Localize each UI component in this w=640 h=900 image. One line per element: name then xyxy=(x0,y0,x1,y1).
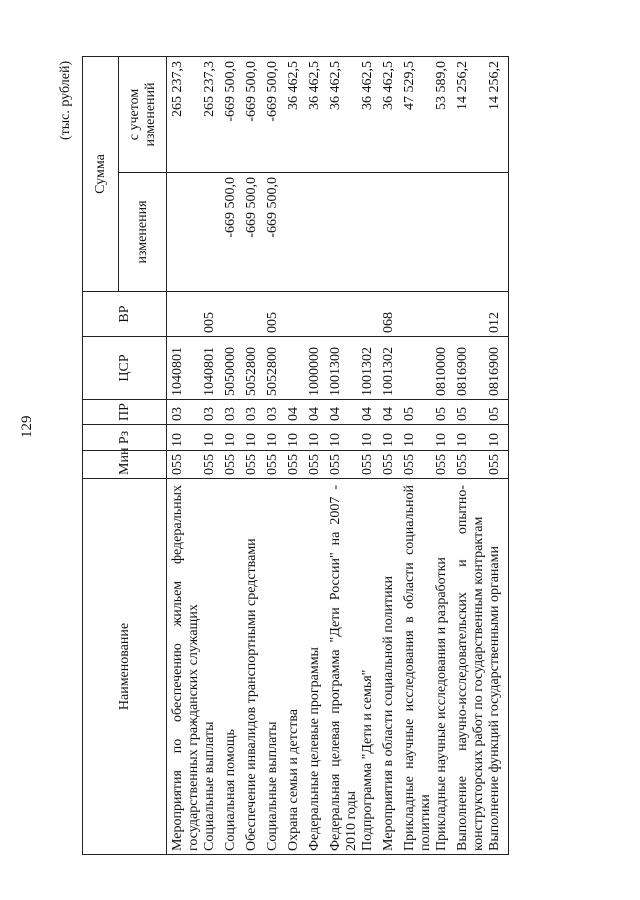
row-change xyxy=(328,173,360,292)
row-vr xyxy=(244,292,265,337)
budget-table-container xyxy=(82,57,604,855)
table-row xyxy=(381,57,402,855)
row-total: 36 462,5 xyxy=(381,57,402,173)
header-name: Наименование xyxy=(83,479,167,855)
row-min: 055 xyxy=(381,451,402,479)
row-vr xyxy=(167,292,203,337)
row-change xyxy=(381,173,402,292)
table-body xyxy=(167,57,509,855)
row-min: 055 xyxy=(434,451,455,479)
table-row xyxy=(286,57,307,855)
table-row xyxy=(434,57,455,855)
row-vr xyxy=(402,292,434,337)
row-total: -669 500,0 xyxy=(265,57,286,173)
budget-table xyxy=(82,56,509,855)
row-min: 055 xyxy=(402,451,434,479)
row-rz: 10 xyxy=(328,425,360,451)
row-change xyxy=(487,173,509,292)
page-number: 129 xyxy=(19,415,35,438)
row-csr: 1040801 xyxy=(167,337,203,400)
table-row xyxy=(487,57,509,855)
row-pr: 05 xyxy=(487,400,509,425)
row-name: Социальные выплаты xyxy=(265,479,286,855)
row-total: 47 529,5 xyxy=(402,57,434,173)
row-rz: 10 xyxy=(487,425,509,451)
header-pr: ПР xyxy=(83,400,167,425)
header-rz: Рз xyxy=(83,425,167,451)
row-rz: 10 xyxy=(307,425,328,451)
row-vr xyxy=(434,292,455,337)
table-row xyxy=(455,57,487,855)
row-change xyxy=(455,173,487,292)
header-with-changes: с учетом изменений xyxy=(119,57,167,173)
row-csr: 5052800 xyxy=(244,337,265,400)
row-total: 36 462,5 xyxy=(360,57,381,173)
row-name: Федеральная целевая программа "Дети России" на 2007 - 2010 годы xyxy=(328,479,360,855)
row-vr xyxy=(328,292,360,337)
row-min: 055 xyxy=(328,451,360,479)
row-csr: 1001302 xyxy=(381,337,402,400)
units-note: (тыс. рублей) xyxy=(58,60,73,140)
row-pr: 04 xyxy=(307,400,328,425)
table-row xyxy=(402,57,434,855)
row-min: 055 xyxy=(487,451,509,479)
row-rz: 10 xyxy=(434,425,455,451)
table-row xyxy=(223,57,244,855)
row-min: 055 xyxy=(455,451,487,479)
row-min: 055 xyxy=(307,451,328,479)
row-pr: 03 xyxy=(223,400,244,425)
row-rz: 10 xyxy=(381,425,402,451)
row-total: -669 500,0 xyxy=(223,57,244,173)
row-csr: 0816900 xyxy=(487,337,509,400)
row-change xyxy=(402,173,434,292)
row-name: Мероприятия в области социальной политики xyxy=(381,479,402,855)
row-change: -669 500,0 xyxy=(223,173,244,292)
row-vr xyxy=(455,292,487,337)
header-changes: изменения xyxy=(119,173,167,292)
header-vr: ВР xyxy=(83,292,167,337)
row-name: Прикладные научные исследования и разработки xyxy=(434,479,455,855)
row-name: Выполнение научно-исследовательских и опытно-конструкторских работ по государственным контрактам xyxy=(455,479,487,855)
row-pr: 05 xyxy=(434,400,455,425)
row-vr: 005 xyxy=(202,292,223,337)
row-min: 055 xyxy=(167,451,203,479)
table-row xyxy=(328,57,360,855)
row-vr xyxy=(360,292,381,337)
row-total: -669 500,0 xyxy=(244,57,265,173)
row-vr: 012 xyxy=(487,292,509,337)
row-min: 055 xyxy=(223,451,244,479)
row-name: Обеспечение инвалидов транспортными средствами xyxy=(244,479,265,855)
row-csr: 1001300 xyxy=(328,337,360,400)
row-total: 14 256,2 xyxy=(487,57,509,173)
row-csr: 5050000 xyxy=(223,337,244,400)
row-total: 53 589,0 xyxy=(434,57,455,173)
row-change xyxy=(307,173,328,292)
row-change xyxy=(286,173,307,292)
row-name: Мероприятия по обеспечению жильем федеральных государственных гражданских служащих xyxy=(167,479,203,855)
row-min: 055 xyxy=(286,451,307,479)
row-rz: 10 xyxy=(360,425,381,451)
row-pr: 04 xyxy=(286,400,307,425)
row-vr xyxy=(223,292,244,337)
row-total: 36 462,5 xyxy=(286,57,307,173)
row-name: Прикладные научные исследования в области социальной политики xyxy=(402,479,434,855)
row-total: 265 237,3 xyxy=(167,57,203,173)
row-pr: 05 xyxy=(402,400,434,425)
row-csr: 0810000 xyxy=(434,337,455,400)
row-pr: 03 xyxy=(202,400,223,425)
row-vr xyxy=(286,292,307,337)
row-pr: 04 xyxy=(381,400,402,425)
row-csr: 1000000 xyxy=(307,337,328,400)
row-total: 36 462,5 xyxy=(307,57,328,173)
header-sum: Сумма xyxy=(83,57,119,292)
row-vr xyxy=(307,292,328,337)
row-csr: 1040801 xyxy=(202,337,223,400)
row-pr: 05 xyxy=(455,400,487,425)
row-pr: 04 xyxy=(360,400,381,425)
table-row xyxy=(360,57,381,855)
row-csr: 5052800 xyxy=(265,337,286,400)
row-total: 36 462,5 xyxy=(328,57,360,173)
row-total: 14 256,2 xyxy=(455,57,487,173)
table-row xyxy=(167,57,203,855)
row-min: 055 xyxy=(202,451,223,479)
row-rz: 10 xyxy=(455,425,487,451)
row-csr xyxy=(402,337,434,400)
row-rz: 10 xyxy=(167,425,203,451)
row-min: 055 xyxy=(244,451,265,479)
row-csr: 1001302 xyxy=(360,337,381,400)
row-rz: 10 xyxy=(202,425,223,451)
row-csr xyxy=(286,337,307,400)
row-change xyxy=(434,173,455,292)
row-pr: 03 xyxy=(265,400,286,425)
row-rz: 10 xyxy=(286,425,307,451)
row-vr: 005 xyxy=(265,292,286,337)
row-pr: 03 xyxy=(167,400,203,425)
row-change: -669 500,0 xyxy=(244,173,265,292)
row-change: -669 500,0 xyxy=(265,173,286,292)
row-name: Социальные выплаты xyxy=(202,479,223,855)
row-rz: 10 xyxy=(244,425,265,451)
row-name: Выполнение функций государственными органами xyxy=(487,479,509,855)
table-row xyxy=(202,57,223,855)
header-min: Мин xyxy=(83,451,167,479)
row-rz: 10 xyxy=(223,425,244,451)
row-rz: 10 xyxy=(402,425,434,451)
header-csr: ЦСР xyxy=(83,337,167,400)
row-min: 055 xyxy=(265,451,286,479)
row-name: Федеральные целевые программы xyxy=(307,479,328,855)
row-pr: 04 xyxy=(328,400,360,425)
row-pr: 03 xyxy=(244,400,265,425)
row-total: 265 237,3 xyxy=(202,57,223,173)
row-name: Охрана семьи и детства xyxy=(286,479,307,855)
row-change xyxy=(360,173,381,292)
row-csr: 0816900 xyxy=(455,337,487,400)
table-row xyxy=(244,57,265,855)
row-name: Социальная помощь xyxy=(223,479,244,855)
row-change xyxy=(202,173,223,292)
row-vr: 068 xyxy=(381,292,402,337)
table-row xyxy=(265,57,286,855)
row-rz: 10 xyxy=(265,425,286,451)
row-name: Подпрограмма "Дети и семья" xyxy=(360,479,381,855)
table-row xyxy=(307,57,328,855)
row-min: 055 xyxy=(360,451,381,479)
row-change xyxy=(167,173,203,292)
